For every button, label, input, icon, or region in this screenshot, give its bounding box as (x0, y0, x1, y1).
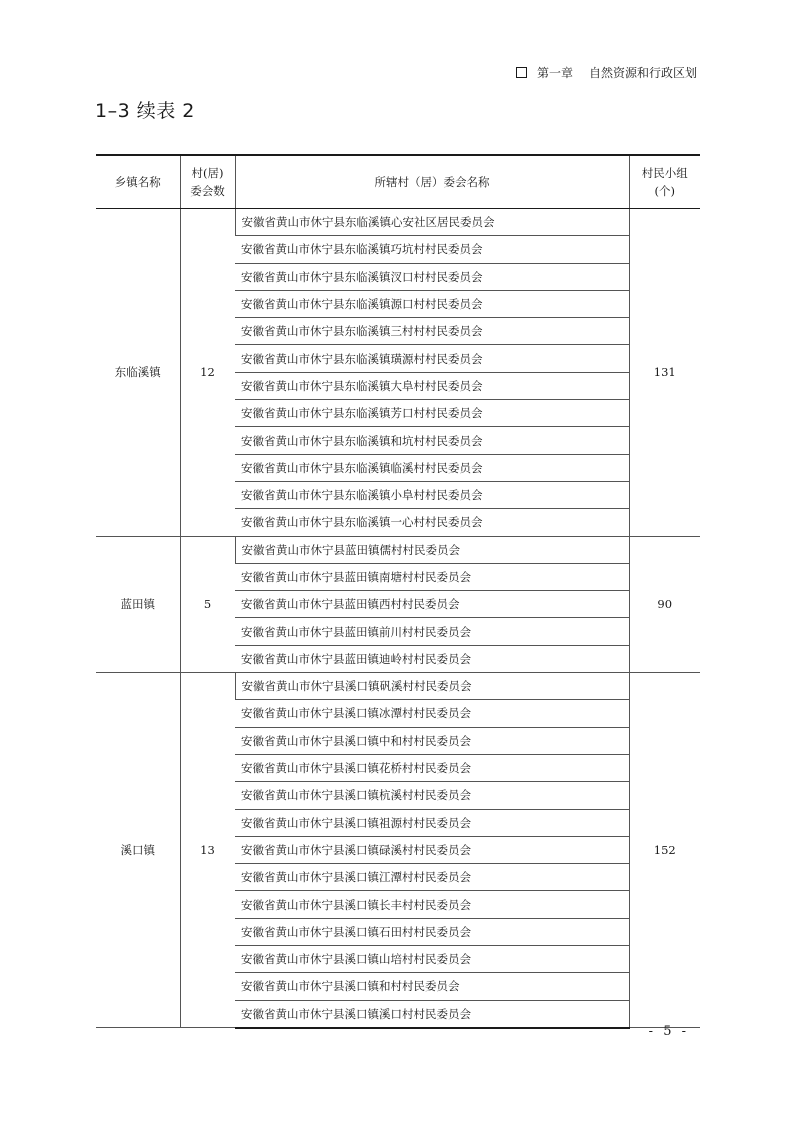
committee-name-cell: 安徽省黄山市休宁县东临溪镇大阜村村民委员会 (235, 372, 629, 399)
committee-name-cell: 安徽省黄山市休宁县溪口镇山培村村民委员会 (235, 946, 629, 973)
committee-name-cell: 安徽省黄山市休宁县溪口镇矾溪村村民委员会 (235, 673, 629, 700)
header-committee-names: 所辖村（居）委会名称 (235, 155, 629, 209)
committee-name-cell: 安徽省黄山市休宁县东临溪镇心安社区居民委员会 (235, 209, 629, 236)
committee-name-cell: 安徽省黄山市休宁县溪口镇杭溪村村民委员会 (235, 782, 629, 809)
committee-name-cell: 安徽省黄山市休宁县蓝田镇迪岭村村民委员会 (235, 645, 629, 672)
header-village-groups (629, 155, 700, 209)
committee-name-cell: 安徽省黄山市休宁县溪口镇冰潭村村民委员会 (235, 700, 629, 727)
chapter-label: 第一章 (536, 66, 573, 80)
committee-name-cell: 安徽省黄山市休宁县蓝田镇儒村村民委员会 (235, 536, 629, 563)
committee-name-cell: 安徽省黄山市休宁县东临溪镇源口村村民委员会 (235, 290, 629, 317)
committee-name-cell: 安徽省黄山市休宁县溪口镇江潭村村民委员会 (235, 864, 629, 891)
village-groups-cell: 90 (629, 536, 700, 672)
table-header-row (96, 155, 700, 209)
committee-name-cell: 安徽省黄山市休宁县东临溪镇璜源村村民委员会 (235, 345, 629, 372)
header-committee-count (180, 155, 235, 209)
township-cell: 蓝田镇 (96, 536, 180, 672)
committee-name-cell: 安徽省黄山市休宁县溪口镇花桥村村民委员会 (235, 754, 629, 781)
committee-name-cell: 安徽省黄山市休宁县蓝田镇西村村民委员会 (235, 591, 629, 618)
committee-name-cell: 安徽省黄山市休宁县溪口镇溪口村村民委员会 (235, 1000, 629, 1028)
committee-name-cell: 安徽省黄山市休宁县溪口镇祖源村村民委员会 (235, 809, 629, 836)
page-number: - 5 - (648, 1024, 689, 1039)
committee-name-cell: 安徽省黄山市休宁县蓝田镇南塘村村民委员会 (235, 563, 629, 590)
village-groups-cell: 131 (629, 209, 700, 537)
header-groups-line2: (个) (654, 184, 675, 198)
table-row (96, 209, 700, 236)
committee-name-cell: 安徽省黄山市休宁县东临溪镇临溪村村民委员会 (235, 454, 629, 481)
table-row (96, 536, 700, 563)
header-count-line1: 村(居) (191, 166, 224, 180)
township-cell: 溪口镇 (96, 673, 180, 1028)
committee-name-cell: 安徽省黄山市休宁县蓝田镇前川村村民委员会 (235, 618, 629, 645)
committee-name-cell: 安徽省黄山市休宁县溪口镇中和村村民委员会 (235, 727, 629, 754)
committee-name-cell: 安徽省黄山市休宁县溪口镇长丰村村民委员会 (235, 891, 629, 918)
committee-name-cell: 安徽省黄山市休宁县东临溪镇和坑村村民委员会 (235, 427, 629, 454)
committee-name-cell: 安徽省黄山市休宁县东临溪镇一心村村民委员会 (235, 509, 629, 536)
committee-name-cell: 安徽省黄山市休宁县溪口镇石田村村民委员会 (235, 918, 629, 945)
committee-name-cell: 安徽省黄山市休宁县东临溪镇三村村村民委员会 (235, 318, 629, 345)
committee-name-cell: 安徽省黄山市休宁县东临溪镇汊口村村民委员会 (235, 263, 629, 290)
village-groups-cell: 152 (629, 673, 700, 1028)
committee-name-cell: 安徽省黄山市休宁县东临溪镇芳口村村民委员会 (235, 400, 629, 427)
committee-count-cell: 5 (180, 536, 235, 672)
committee-name-cell: 安徽省黄山市休宁县溪口镇碌溪村村民委员会 (235, 836, 629, 863)
table-row (96, 673, 700, 700)
table-title: 1–3 续表 2 (95, 100, 195, 122)
township-cell: 东临溪镇 (96, 209, 180, 537)
committee-name-cell: 安徽省黄山市休宁县溪口镇和村村民委员会 (235, 973, 629, 1000)
table-body (96, 209, 700, 1028)
header-groups-line1: 村民小组 (641, 166, 688, 180)
header-township: 乡镇名称 (96, 155, 180, 209)
square-bullet-icon (516, 67, 527, 78)
committee-table (96, 154, 700, 1029)
committee-name-cell: 安徽省黄山市休宁县东临溪镇小阜村村民委员会 (235, 481, 629, 508)
header-count-line2: 委会数 (190, 184, 225, 198)
committee-count-cell: 13 (180, 673, 235, 1028)
committee-count-cell: 12 (180, 209, 235, 537)
running-header (516, 64, 697, 81)
committee-name-cell: 安徽省黄山市休宁县东临溪镇巧坑村村民委员会 (235, 236, 629, 263)
section-label: 自然资源和行政区划 (588, 66, 697, 80)
